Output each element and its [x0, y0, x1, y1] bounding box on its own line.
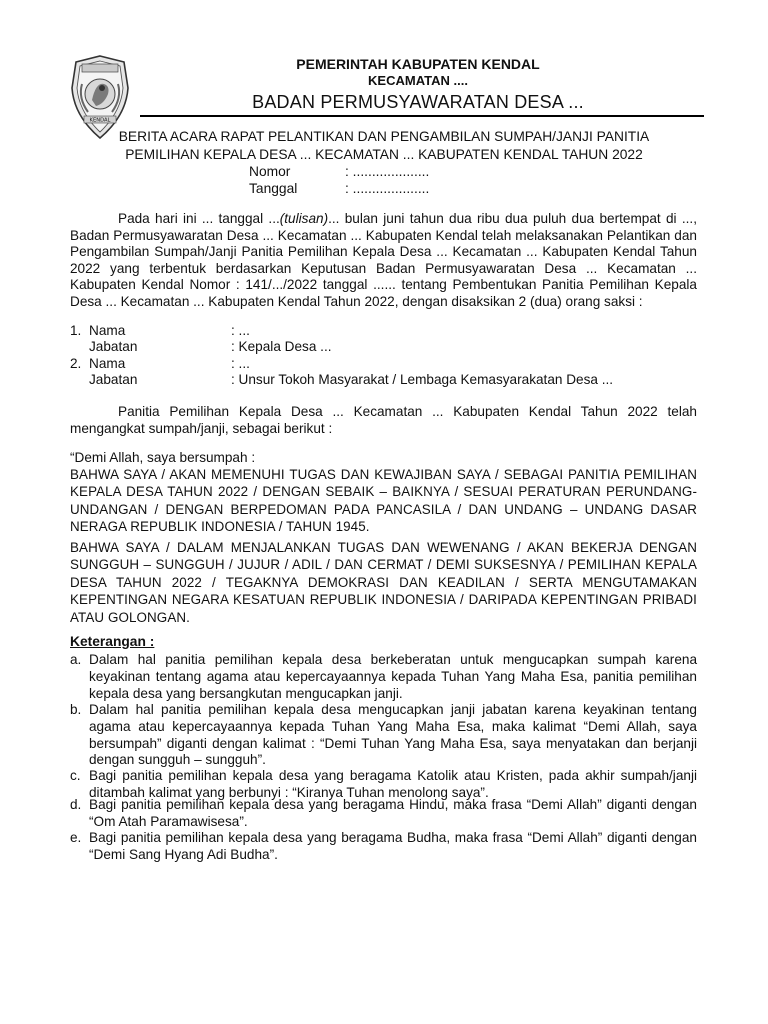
intro-italic: (tulisan): [279, 211, 329, 226]
oath-paragraph-2: BAHWA SAYA / DALAM MENJALANKAN TUGAS DAN WEWENANG / AKAN BEKERJA DENGAN SUNGGUH – SUNGGUH / JUJUR / ADIL / DAN CERMAT / DEMI SUKSESNYA / PEMILIHAN KEPALA DESA TAHUN 2022 / TEGAKNYA DEMOKRASI DAN KEADILAN / SERTA MENGUTAMAKAN KEPENTINGAN NEGARA KESATUAN REPUBLIK INDONESIA / DARIPADA KEPENTINGAN PRIBADI ATAU GOLONGAN.: [70, 540, 697, 625]
keterangan-heading: Keterangan :: [70, 634, 155, 649]
keterangan-item-c: c. Bagi panitia pemilihan kepala desa yang beragama Katolik atau Kristen, pada akhir sumpah/janji ditambah kalimat yang berbunyi : “Kiranya Tuhan menolong saya”.: [70, 768, 697, 800]
document-title-line-2: PEMILIHAN KEPALA DESA ... KECAMATAN ... KABUPATEN KENDAL TAHUN 2022: [125, 147, 643, 162]
witness-1-jabatan-value: : Kepala Desa ...: [231, 339, 332, 354]
document-title-line-1: BERITA ACARA RAPAT PELANTIKAN DAN PENGAMBILAN SUMPAH/JANJI PANITIA: [118, 129, 650, 144]
oath-paragraph-1: BAHWA SAYA / AKAN MEMENUHI TUGAS DAN KEWAJIBAN SAYA / SEBAGAI PANITIA PEMILIHAN KEPALA DESA TAHUN 2022 / DENGAN SEBAIK – BAIKNYA / SESUAI PERATURAN PERUNDANG-UNDANGAN / DENGAN BERPEDOMAN PADA PANCASILA / DAN UNDANG – UNDANG DASAR NERAGA REPUBLIK INDONESIA / TAHUN 1945.: [70, 467, 697, 535]
witness-2-jabatan-label: Jabatan: [89, 372, 138, 387]
witness-2-jabatan-value: : Unsur Tokoh Masyarakat / Lembaga Kemasyarakatan Desa ...: [231, 372, 614, 387]
keterangan-item-a: a. Dalam hal panitia pemilihan kepala desa berkeberatan untuk mengucapkan sumpah karena keyakinan tentang agama atau kepercayaannya kepada Tuhan Yang Maha Esa, panitia pemilihan kepala desa yang bersangkutan mengucapkan janji.: [70, 652, 697, 701]
witness-2-nama-label: Nama: [89, 356, 126, 371]
witness-2-number: 2.: [70, 356, 82, 371]
witness-1-jabatan-label: Jabatan: [89, 339, 138, 354]
witness-1-number: 1.: [70, 323, 82, 338]
witness-2-nama-value: : ...: [231, 356, 250, 371]
header-government: PEMERINTAH KABUPATEN KENDAL: [296, 56, 540, 72]
nomor-label: Nomor: [249, 164, 291, 179]
sworn-paragraph: Panitia Pemilihan Kepala Desa ... Kecamatan ... Kabupaten Kendal Tahun 2022 telah mengangkat sumpah/janji, sebagai berikut :: [70, 404, 697, 436]
header-agency: BADAN PERMUSYAWARATAN DESA ...: [252, 92, 584, 112]
witness-1-nama-label: Nama: [89, 323, 126, 338]
tanggal-label: Tanggal: [249, 181, 298, 196]
header-district: KECAMATAN ....: [368, 73, 468, 88]
intro-paragraph: Pada hari ini ... tanggal ...(tulisan)... bulan juni tahun dua ribu dua puluh dua bertempat di ..., Badan Permusyawaratan Desa ... Kecamatan ... Kabupaten Kendal telah melaksanakan Pelantikan dan Pengambilan Sumpah/Janji Panitia Pemilihan Kepala Desa ... Kecamatan ... Kabupaten Kendal Tahun 2022 yang terbentuk berdasarkan Keputusan Badan Permusyawaratan Desa ... Kecamatan ... Kabupaten Kendal Nomor : 141/.../2022 tanggal ...... tentang Pembentukan Panitia Pemilihan Kepala Desa ... Kecamatan ... Kabupaten Kendal Tahun 2022, dengan disaksikan 2 (dua) orang saksi :: [70, 211, 697, 309]
nomor-value: : ....................: [345, 164, 430, 179]
witness-1-nama-value: : ...: [231, 323, 250, 338]
keterangan-item-e: e. Bagi panitia pemilihan kepala desa yang beragama Budha, maka frasa “Demi Allah” diganti dengan “Demi Sang Hyang Adi Budha”.: [70, 830, 697, 862]
tanggal-value: : ....................: [345, 181, 430, 196]
oath-opening: “Demi Allah, saya bersumpah :: [70, 450, 256, 465]
keterangan-item-b: b. Dalam hal panitia pemilihan kepala desa mengucapkan janji jabatan karena keyakinan tentang agama atau kepercayaannya kepada Tuhan Yang Maha Esa, maka kalimat “Demi Allah, saya bersumpah” diganti dengan kalimat : “Demi Tuhan Yang Maha Esa, saya menyatakan dan berjanji dengan sungguh – sungguh”.: [70, 702, 697, 768]
logo-text: KENDAL: [89, 117, 111, 124]
keterangan-item-d: d. Bagi panitia pemilihan kepala desa yang beragama Hindu, maka frasa “Demi Allah” diganti dengan “Om Atah Paramawisesa”.: [70, 797, 697, 829]
header-divider: [140, 115, 704, 117]
